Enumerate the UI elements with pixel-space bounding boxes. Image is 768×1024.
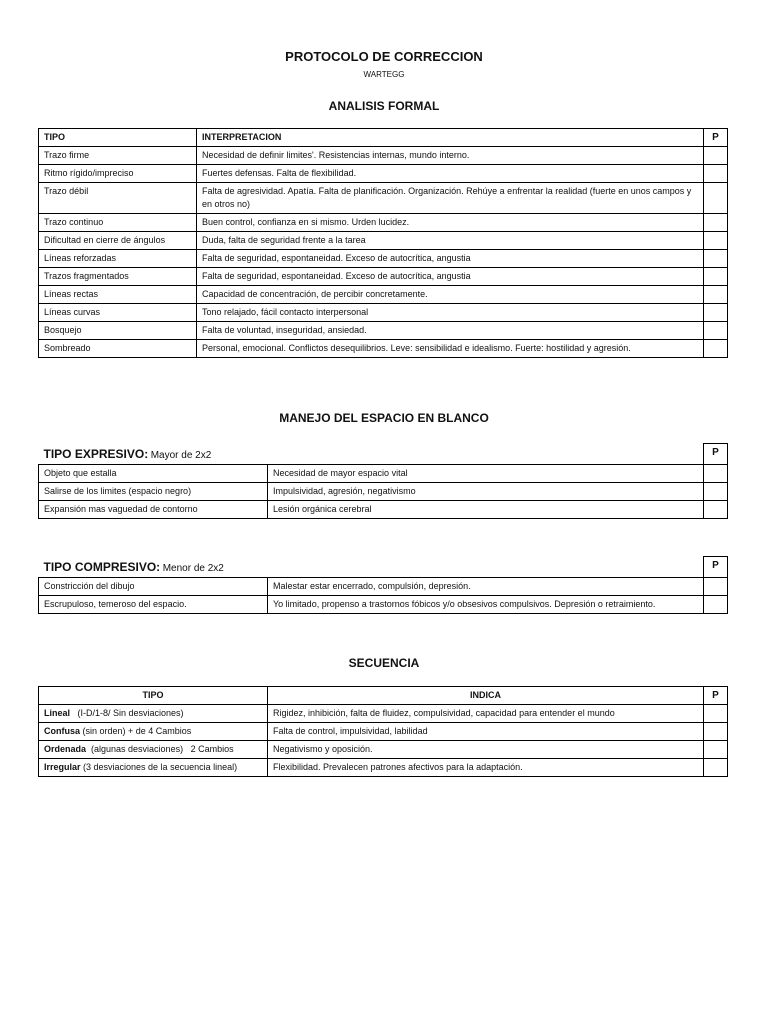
tipo-cell: Dificultad en cierre de ángulos [39,232,197,250]
page-subtitle: WARTEGG [363,70,405,79]
tipo-cell: Líneas curvas [39,304,197,322]
table-row [39,340,728,358]
sec-col-indica: INDICA [268,687,704,705]
indica-cell: Rigidez, inhibición, falta de fluidez, compulsividad, capacidad para entender el mundo [268,705,704,723]
table-row [39,723,728,741]
tipo-cell: Trazos fragmentados [39,268,197,286]
interpretacion-cell: Falta de seguridad, espontaneidad. Exceso de autocrítica, angustia [197,250,704,268]
interpretacion-cell: Falta de seguridad, espontaneidad. Exceso de autocrítica, angustia [197,268,704,286]
p-cell [704,147,728,165]
table-row [39,147,728,165]
compresivo-label: TIPO COMPRESIVO: [43,559,161,574]
p-cell [704,741,728,759]
compresivo-title [39,557,704,578]
tipo-cell: Sombreado [39,340,197,358]
analisis-table [38,128,728,358]
interpretacion-cell: Capacidad de concentración, de percibir concretamente. [197,286,704,304]
p-cell [704,250,728,268]
significado-cell: Yo limitado, propenso a trastornos fóbicos y/o obsesivos compulsivos. Depresión o retraimiento. [268,595,704,613]
tipo-cell [39,723,268,741]
table-row [39,322,728,340]
p-cell [704,595,728,613]
table-row [39,595,728,613]
p-cell [704,723,728,741]
tipo-cell [39,705,268,723]
expresivo-label: TIPO EXPRESIVO: [43,446,149,461]
p-cell [704,165,728,183]
analisis-heading: ANALISIS FORMAL [328,99,440,113]
expresivo-header-row [39,444,728,465]
tipo-cell [39,759,268,777]
descripcion-cell: Expansión mas vaguedad de contorno [39,500,268,518]
expresivo-title [39,444,704,465]
p-cell [704,577,728,595]
table-row [39,464,728,482]
indica-cell: Flexibilidad. Prevalecen patrones afectivos para la adaptación. [268,759,704,777]
p-cell [704,304,728,322]
tipo-name: Irregular [44,762,81,772]
interpretacion-cell: Tono relajado, fácil contacto interpersonal [197,304,704,322]
significado-cell: Lesión orgánica cerebral [268,500,704,518]
p-cell [704,268,728,286]
p-cell [704,705,728,723]
interpretacion-cell: Necesidad de definir limites'. Resistencias internas, mundo interno. [197,147,704,165]
descripcion-cell: Salirse de los limites (espacio negro) [39,482,268,500]
interpretacion-cell: Falta de voluntad, inseguridad, ansiedad. [197,322,704,340]
table-row [39,741,728,759]
p-cell [704,183,728,214]
table-row [39,250,728,268]
significado-cell: Malestar estar encerrado, compulsión, depresión. [268,577,704,595]
tipo-cell: Trazo firme [39,147,197,165]
table-row [39,183,728,214]
manejo-heading: MANEJO DEL ESPACIO EN BLANCO [279,411,489,425]
page-title: PROTOCOLO DE CORRECCION [285,49,483,64]
expresivo-col-p: P [704,444,728,465]
col-tipo: TIPO [39,129,197,147]
p-cell [704,482,728,500]
interpretacion-cell: Duda, falta de seguridad frente a la tarea [197,232,704,250]
tipo-cell: Ritmo rígido/impreciso [39,165,197,183]
interpretacion-cell: Fuertes defensas. Falta de flexibilidad. [197,165,704,183]
tipo-detail: (sin orden) + de 4 Cambios [80,726,192,736]
p-cell [704,286,728,304]
descripcion-cell: Escrupuloso, temeroso del espacio. [39,595,268,613]
compresivo-col-p: P [704,557,728,578]
table-row [39,165,728,183]
table-row [39,577,728,595]
expresivo-rest: Mayor de 2x2 [150,449,212,461]
compresivo-header-row [39,557,728,578]
table-header-row [39,129,728,147]
sec-col-p: P [704,687,728,705]
significado-cell: Impulsividad, agresión, negativismo [268,482,704,500]
p-cell [704,322,728,340]
tipo-cell: Trazo continuo [39,214,197,232]
tipo-cell: Trazo débil [39,183,197,214]
col-interpretacion: INTERPRETACION [197,129,704,147]
p-cell [704,214,728,232]
secuencia-heading: SECUENCIA [348,656,420,670]
table-row [39,232,728,250]
table-row [39,759,728,777]
descripcion-cell: Constricción del dibujo [39,577,268,595]
secuencia-table [38,686,728,777]
p-cell [704,500,728,518]
tipo-detail: (I-D/1-8/ Sin desviaciones) [70,708,184,718]
compresivo-rest: Menor de 2x2 [162,562,224,574]
p-cell [704,464,728,482]
table-row [39,214,728,232]
expresivo-table [38,443,728,519]
p-cell [704,759,728,777]
table-row [39,286,728,304]
tipo-detail: (algunas desviaciones) 2 Cambios [86,744,234,754]
p-cell [704,232,728,250]
compresivo-table [38,556,728,614]
tipo-cell: Líneas reforzadas [39,250,197,268]
table-row [39,482,728,500]
interpretacion-cell: Buen control, confianza en si mismo. Urden lucidez. [197,214,704,232]
tipo-cell: Bosquejo [39,322,197,340]
tipo-name: Confusa [44,726,80,736]
tipo-cell: Líneas rectas [39,286,197,304]
sec-col-tipo: TIPO [39,687,268,705]
interpretacion-cell: Falta de agresividad. Apatía. Falta de planificación. Organización. Rehúye a enfrentar la realidad (fuerte en unos campos y en otros no) [197,183,704,214]
significado-cell: Necesidad de mayor espacio vital [268,464,704,482]
secuencia-header-row [39,687,728,705]
tipo-cell [39,741,268,759]
table-row [39,268,728,286]
indica-cell: Negativismo y oposición. [268,741,704,759]
indica-cell: Falta de control, impulsividad, labilidad [268,723,704,741]
interpretacion-cell: Personal, emocional. Conflictos desequilibrios. Leve: sensibilidad e idealismo. Fuerte: hostilidad y agresión. [197,340,704,358]
table-row [39,500,728,518]
tipo-name: Lineal [44,708,71,718]
p-cell [704,340,728,358]
table-row [39,304,728,322]
tipo-name: Ordenada [44,744,87,754]
col-p: P [704,129,728,147]
tipo-detail: (3 desviaciones de la secuencia lineal) [80,762,238,772]
descripcion-cell: Objeto que estalla [39,464,268,482]
table-row [39,705,728,723]
